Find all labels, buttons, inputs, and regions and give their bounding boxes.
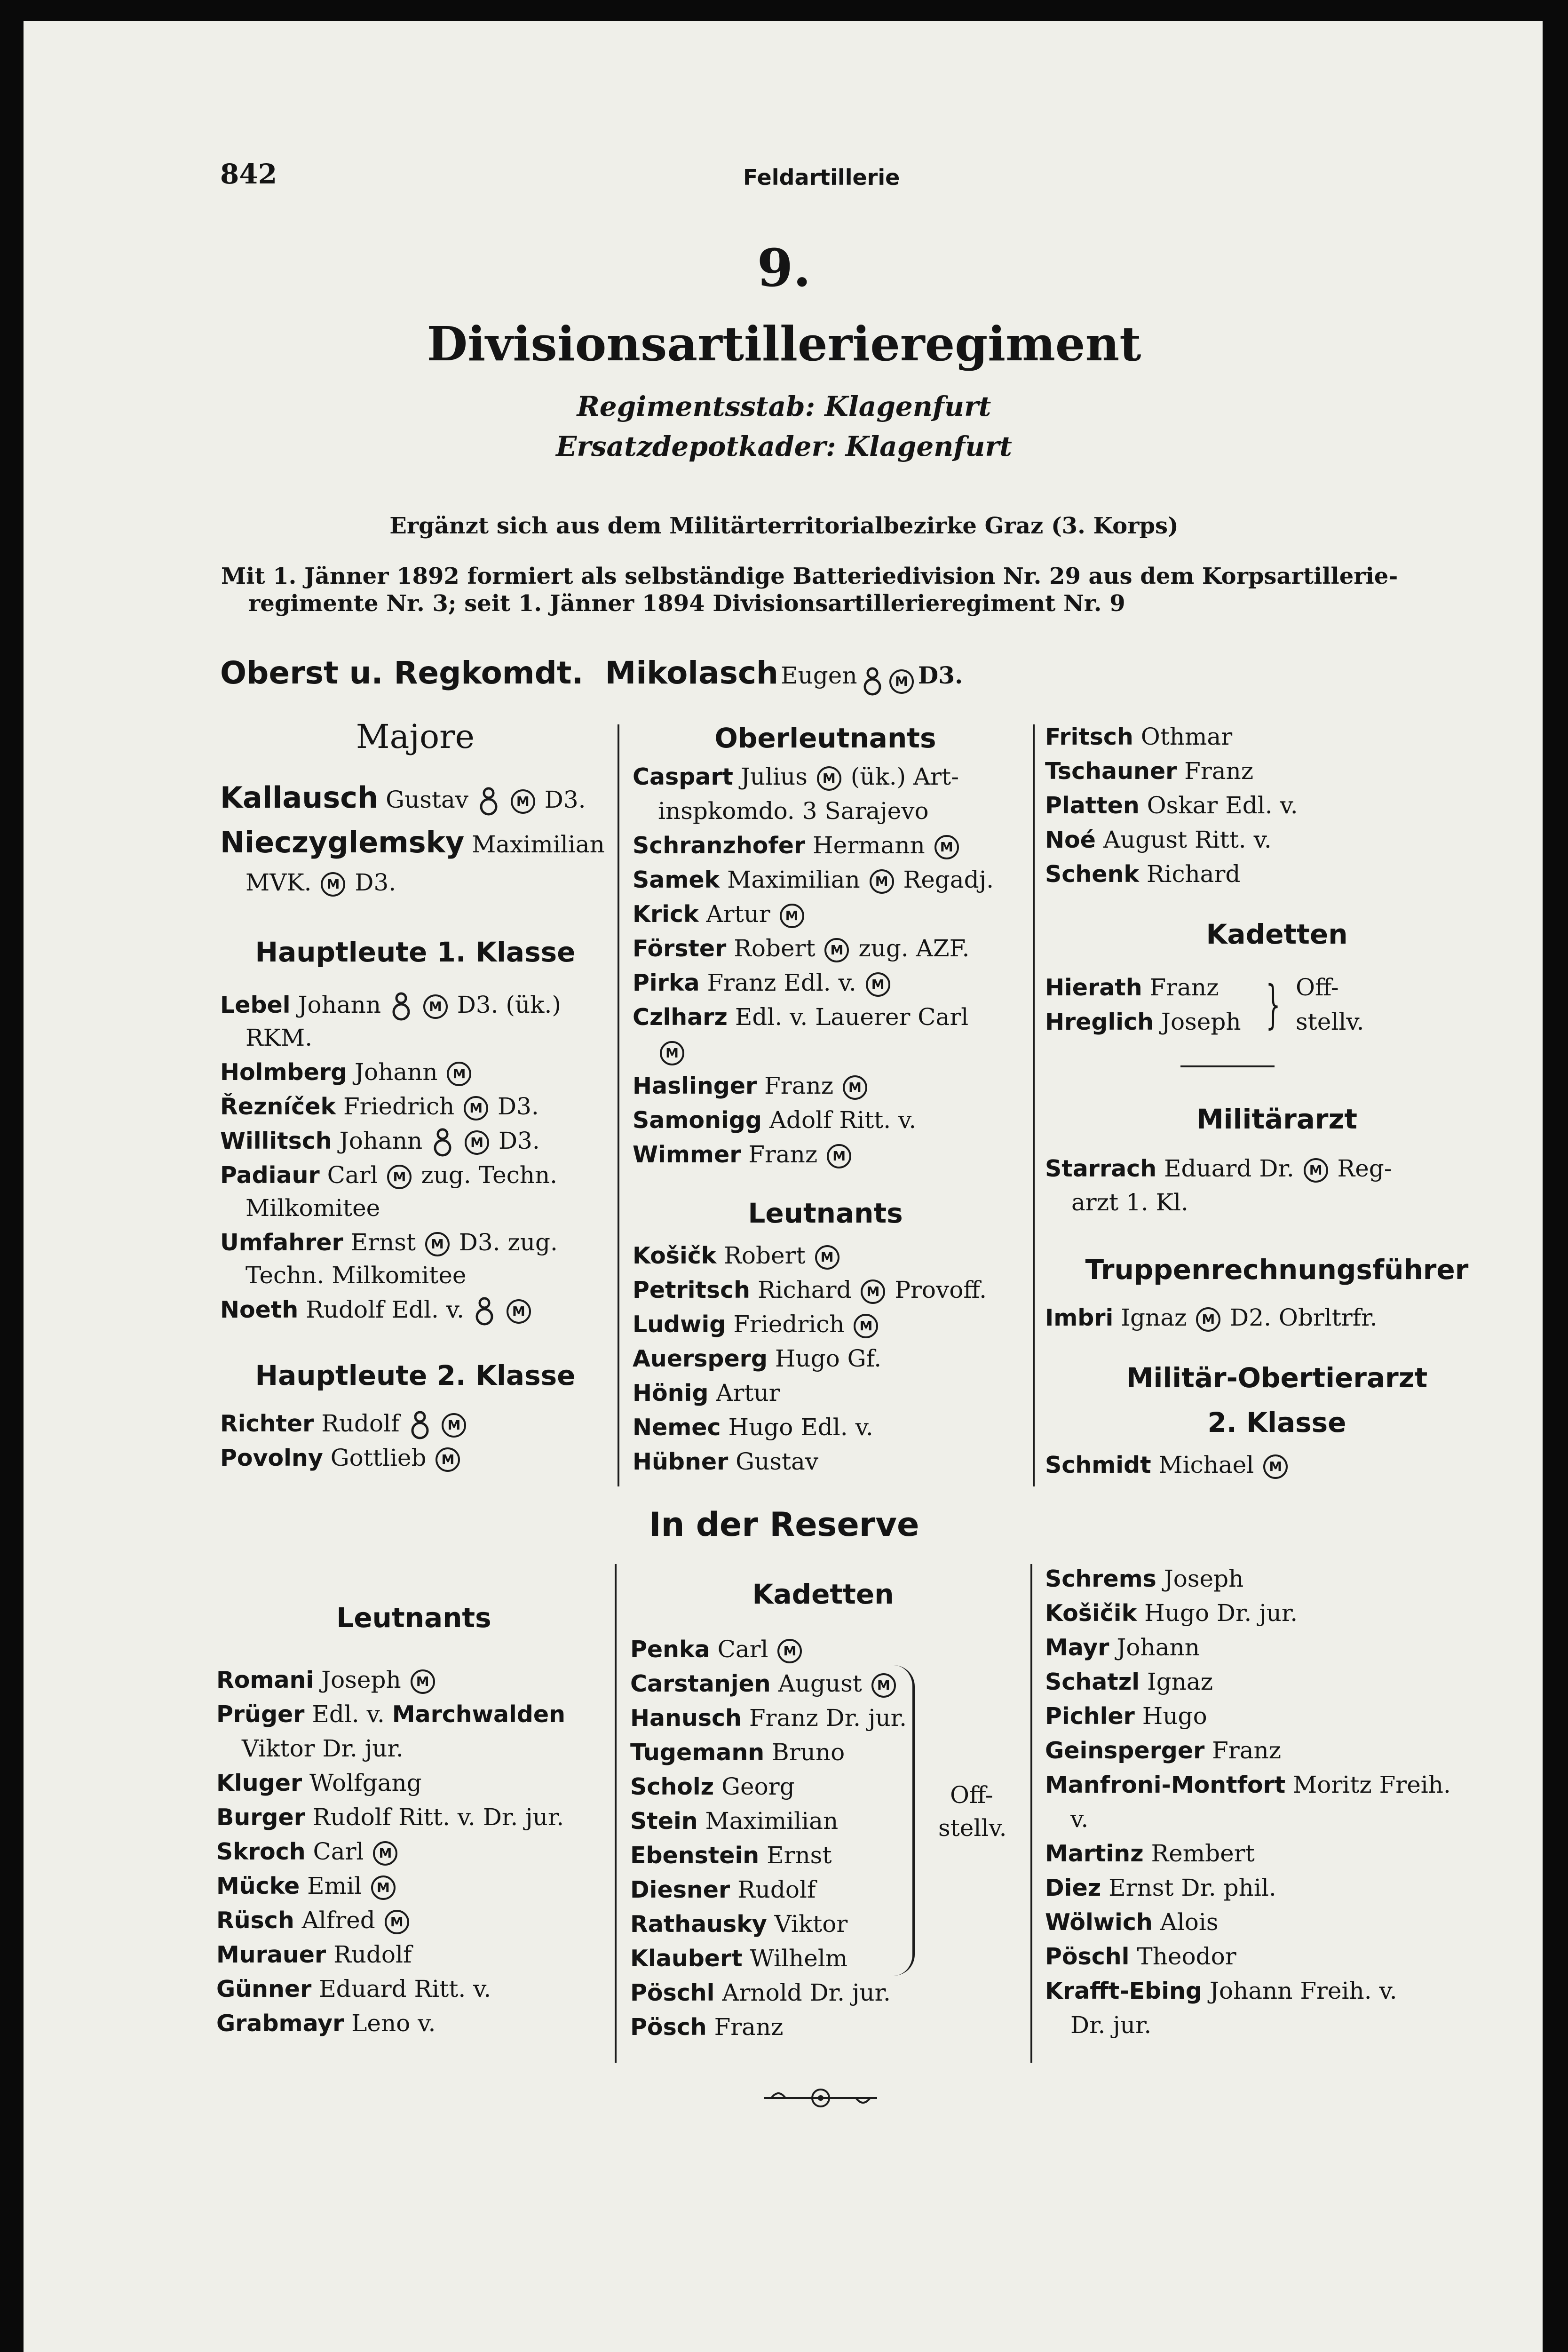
list-item xyxy=(216,1938,412,1972)
entry-text: Carl xyxy=(313,1838,364,1865)
military-merit-ring-icon: M xyxy=(870,869,894,894)
surname: Diesner xyxy=(630,1876,730,1903)
entry-text: Artur xyxy=(716,1379,780,1406)
list-item xyxy=(630,1701,907,1735)
entry-text: Edl. v. Lauerer Carl xyxy=(735,1003,969,1031)
military-merit-ring-icon: M xyxy=(780,904,804,928)
list-item xyxy=(630,1632,804,1667)
entry-text: Gustav xyxy=(736,1448,819,1475)
military-merit-ring-icon: M xyxy=(507,1299,531,1324)
list-item xyxy=(633,1103,916,1137)
list-item xyxy=(633,1069,869,1103)
surname: Krafft-Ebing xyxy=(1045,1978,1202,2004)
military-merit-ring-icon: M xyxy=(1263,1454,1288,1479)
list-item xyxy=(216,1663,437,1697)
surname: Czlharz xyxy=(633,1004,728,1031)
military-merit-ring-icon: M xyxy=(866,972,890,997)
surname: Hanusch xyxy=(630,1705,742,1732)
entry-hierath: Hierath Franz xyxy=(1045,974,1219,1001)
entry-schmidt: Schmidt Michael M xyxy=(1045,1448,1290,1482)
list-item xyxy=(630,1873,816,1907)
list-item xyxy=(633,760,959,794)
entry-text: Arnold Dr. jur. xyxy=(722,1979,891,2006)
column-rule xyxy=(618,724,619,1486)
entry-text: Maximilian xyxy=(705,1807,839,1835)
list-item xyxy=(633,1410,873,1445)
page-number: 842 xyxy=(220,158,277,190)
list-item xyxy=(630,1838,832,1873)
surname: Samek xyxy=(633,866,720,893)
list-item xyxy=(633,863,994,897)
entry-text: Franz Dr. jur. xyxy=(749,1704,907,1732)
surname: Mücke xyxy=(216,1873,300,1899)
entry-text: Wolfgang xyxy=(309,1769,422,1796)
entry-suffix: zug. AZF. xyxy=(858,935,970,962)
list-item xyxy=(633,1445,818,1479)
entry-text: August Ritt. v. xyxy=(1103,826,1272,853)
heading-militaerarzt: Militärarzt xyxy=(1196,1103,1358,1135)
entry-kallausch: Kallausch Gustav M D3. xyxy=(220,781,586,817)
surname: Tugemann xyxy=(630,1739,765,1766)
kadetten-note-2: stellv. xyxy=(1296,1008,1364,1035)
surname: Stein xyxy=(630,1808,698,1835)
military-merit-ring-icon: M xyxy=(1304,1158,1328,1183)
surname: Diez xyxy=(1045,1875,1101,1901)
list-item xyxy=(216,2006,436,2041)
entry-lebel-cont: RKM. xyxy=(245,1024,313,1051)
entry-text: Bruno xyxy=(772,1739,845,1766)
military-merit-ring-icon: M xyxy=(817,766,841,791)
surname: Günner xyxy=(216,1976,312,2002)
list-item xyxy=(633,1342,881,1376)
entry-povolny: Povolny Gottlieb M xyxy=(220,1441,462,1475)
surname: Rüsch xyxy=(216,1907,294,1934)
entry-text: Franz xyxy=(1212,1737,1282,1764)
entry-umfahrer: Umfahrer Ernst M D3. zug. xyxy=(220,1229,558,1256)
surname: Krick xyxy=(633,901,699,928)
military-merit-ring-icon: M xyxy=(889,669,914,694)
entry-padiaur: Padiaur Carl M zug. Techn. xyxy=(220,1161,558,1189)
surname: Fritsch xyxy=(1045,723,1133,750)
surname: Klaubert xyxy=(630,1945,743,1972)
surname: Hönig xyxy=(633,1380,709,1406)
list-item xyxy=(633,1239,841,1273)
commander-surname: Mikolasch xyxy=(605,655,778,691)
list-item xyxy=(633,828,961,863)
list-item xyxy=(633,1376,780,1410)
entry-nieczyglemsky: Nieczyglemsky Maximilian xyxy=(220,825,605,859)
military-merit-ring-icon: M xyxy=(934,835,959,859)
entry-lebel: Lebel Johann M D3. (ük.) xyxy=(220,988,561,1022)
section-divider xyxy=(1180,1065,1275,1067)
list-item-cont: Viktor Dr. jur. xyxy=(242,1735,404,1762)
military-merit-ring-icon: M xyxy=(423,994,448,1019)
list-item xyxy=(216,1697,565,1732)
entry-text: Franz xyxy=(748,1141,818,1168)
commander-line xyxy=(220,655,963,697)
depot-line: Ersatzdepotkader: Klagenfurt xyxy=(556,430,1012,462)
entry-text: Richard xyxy=(1146,860,1241,888)
military-merit-ring-icon: M xyxy=(373,1841,397,1866)
reserve-kad-note-1: Off- xyxy=(950,1781,993,1809)
surname: Marchwalden xyxy=(392,1701,565,1728)
list-item xyxy=(1045,1665,1213,1699)
entry-text: Eduard Ritt. v. xyxy=(319,1975,491,2002)
commander-rank: Oberst u. Regkomdt. xyxy=(220,655,584,691)
surname: Pirka xyxy=(633,969,700,996)
surname: Rathausky xyxy=(630,1911,767,1938)
list-item xyxy=(630,1907,847,1941)
military-merit-ring-icon: M xyxy=(871,1673,896,1698)
list-item xyxy=(630,2010,784,2044)
military-merit-ring-icon: M xyxy=(827,1144,851,1168)
list-item xyxy=(1045,1871,1276,1905)
military-merit-ring-icon: M xyxy=(854,1314,878,1338)
entry-text: Oskar Edl. v. xyxy=(1147,792,1298,819)
entry-holmberg: Holmberg Johann M xyxy=(220,1055,473,1089)
heading-hauptleute-2: Hauptleute 2. Klasse xyxy=(255,1359,576,1391)
entry-text: Franz Edl. v. xyxy=(707,969,856,996)
entry-suffix: Provoff. xyxy=(895,1276,987,1303)
list-item xyxy=(1045,1562,1243,1596)
medal-icon xyxy=(433,1128,452,1158)
military-merit-ring-icon: M xyxy=(815,1245,839,1270)
surname: Martinz xyxy=(1045,1840,1144,1867)
entry-text: Franz xyxy=(1184,757,1254,785)
surname: Pösch xyxy=(630,2014,707,2041)
entry-text: Rudolf xyxy=(737,1876,816,1903)
list-item xyxy=(1045,1596,1298,1630)
surname: Petritsch xyxy=(633,1277,751,1303)
medal-icon xyxy=(475,1296,494,1327)
heading-reserve-leutnants: Leutnants xyxy=(336,1602,491,1634)
list-item xyxy=(1045,754,1253,788)
column-rule xyxy=(615,1564,617,2063)
entry-text: Artur xyxy=(706,900,770,928)
military-merit-ring-icon: M xyxy=(411,1669,435,1694)
surname: Pichler xyxy=(1045,1703,1135,1730)
military-merit-ring-icon: M xyxy=(442,1413,466,1438)
list-item xyxy=(633,1307,880,1342)
surname: Wölwich xyxy=(1045,1909,1153,1936)
surname: Kluger xyxy=(216,1770,302,1796)
heading-militaer-obertierarzt-class: 2. Klasse xyxy=(1207,1406,1346,1438)
list-item xyxy=(1045,1768,1451,1802)
list-item xyxy=(1045,1630,1200,1665)
list-item xyxy=(216,1972,491,2006)
surname: Ebenstein xyxy=(630,1842,760,1869)
heading-reserve: In der Reserve xyxy=(649,1505,919,1544)
entry-reznicek: Řezníček Friedrich M D3. xyxy=(220,1093,539,1120)
list-item xyxy=(633,966,892,1000)
list-item xyxy=(1045,823,1272,857)
military-merit-ring-icon: M xyxy=(465,1130,489,1155)
list-item-cont: inspkomdo. 3 Sarajevo xyxy=(658,797,929,825)
ornament-icon xyxy=(762,2084,879,2112)
entry-text: Franz xyxy=(764,1072,834,1099)
kadetten-note-1: Off- xyxy=(1296,974,1339,1001)
heading-truppenrechnungsfuehrer: Truppenrechnungsführer xyxy=(1085,1254,1469,1286)
surname: Prüger xyxy=(216,1701,305,1728)
surname: Hübner xyxy=(633,1448,729,1475)
brace xyxy=(894,1665,915,1976)
heading-hauptleute-1: Hauptleute 1. Klasse xyxy=(255,936,576,968)
entry-text: Joseph xyxy=(321,1666,401,1693)
surname: Pöschl xyxy=(630,1979,715,2006)
list-item xyxy=(633,931,969,966)
heading-leutnants: Leutnants xyxy=(748,1197,903,1229)
entry-text: Rudolf xyxy=(333,1941,412,1968)
surname: Schrems xyxy=(1045,1565,1156,1592)
surname: Wimmer xyxy=(633,1141,741,1168)
entry-umfahrer-cont: Techn. Milkomitee xyxy=(245,1262,467,1289)
surname: Scholz xyxy=(630,1773,714,1800)
entry-text: Adolf Ritt. v. xyxy=(769,1106,917,1134)
list-item xyxy=(1045,1939,1236,1974)
entry-text: Johann Freih. v. xyxy=(1209,1977,1397,2004)
surname: Ludwig xyxy=(633,1311,726,1338)
entry-nieczyglemsky-cont: MVK. M D3. xyxy=(245,869,396,896)
medal-icon xyxy=(863,667,882,697)
list-item-cont: v. xyxy=(1070,1805,1089,1833)
supplement-line: Ergänzt sich aus dem Militärterritorialbezirke Graz (3. Korps) xyxy=(389,513,1179,539)
column-rule xyxy=(1033,724,1035,1486)
entry-text: Rudolf Ritt. v. Dr. jur. xyxy=(312,1804,564,1831)
entry-text: Georg xyxy=(721,1773,795,1800)
military-merit-ring-icon: M xyxy=(447,1062,471,1086)
list-item xyxy=(633,1273,987,1307)
surname: Manfroni-Montfort xyxy=(1045,1772,1286,1798)
military-merit-ring-icon: M xyxy=(371,1875,396,1900)
staff-line: Regimentsstab: Klagenfurt xyxy=(577,390,991,422)
surname: Mayr xyxy=(1045,1634,1109,1661)
entry-richter: Richter Rudolf M xyxy=(220,1406,468,1441)
list-item xyxy=(1045,1905,1219,1939)
heading-oberleutnants: Oberleutnants xyxy=(714,722,936,754)
surname: Pöschl xyxy=(1045,1943,1130,1970)
surname: Förster xyxy=(633,935,727,962)
entry-text: Moritz Freih. xyxy=(1293,1771,1451,1798)
entry-text: Leno v. xyxy=(351,2010,436,2037)
entry-noeth: Noeth Rudolf Edl. v. M xyxy=(220,1293,533,1327)
list-item xyxy=(630,1770,795,1804)
entry-text: Edl. v. xyxy=(312,1700,385,1728)
surname: Skroch xyxy=(216,1838,306,1865)
military-merit-ring-icon: M xyxy=(321,872,345,897)
entry-hreglich: Hreglich Joseph xyxy=(1045,1008,1241,1035)
entry-text: Ignaz xyxy=(1147,1668,1213,1695)
entry-text: Viktor xyxy=(774,1910,848,1938)
surname: Noé xyxy=(1045,826,1096,853)
list-item xyxy=(216,1835,399,1869)
military-merit-ring-icon: M xyxy=(1196,1307,1220,1332)
column-rule xyxy=(1030,1564,1032,2063)
entry-text: Theodor xyxy=(1137,1943,1236,1970)
entry-text: August xyxy=(778,1670,862,1697)
list-item xyxy=(216,1766,422,1800)
heading-militaer-obertierarzt: Militär-Obertierarzt xyxy=(1126,1362,1428,1394)
list-item xyxy=(1045,788,1298,823)
entry-text: Ernst Dr. phil. xyxy=(1109,1874,1276,1901)
military-merit-ring-icon: M xyxy=(387,1165,412,1189)
military-merit-ring-icon: M xyxy=(843,1075,867,1100)
entry-text: Franz xyxy=(714,2013,784,2041)
entry-text: Hugo Dr. jur. xyxy=(1144,1599,1298,1627)
surname: Murauer xyxy=(216,1941,326,1968)
list-item-cont xyxy=(658,1034,686,1068)
heading-kadetten: Kadetten xyxy=(1206,918,1348,950)
heading-reserve-kadetten: Kadetten xyxy=(752,1578,894,1610)
entry-text: Hugo Gf. xyxy=(775,1345,882,1372)
surname: Schranzhofer xyxy=(633,832,806,859)
medal-icon xyxy=(391,992,411,1022)
surname: Košičk xyxy=(633,1242,717,1269)
brace: } xyxy=(1266,974,1281,1034)
entry-starrach-cont: arzt 1. Kl. xyxy=(1071,1189,1188,1216)
surname: Samonigg xyxy=(633,1107,762,1134)
list-item xyxy=(630,1976,891,2010)
entry-text: Rembert xyxy=(1151,1840,1255,1867)
surname: Košičik xyxy=(1045,1600,1137,1627)
surname: Geinsperger xyxy=(1045,1737,1205,1764)
surname: Tschauner xyxy=(1045,758,1177,785)
entry-text: Ernst xyxy=(767,1842,832,1869)
surname: Burger xyxy=(216,1804,305,1831)
military-merit-ring-icon: M xyxy=(824,938,849,962)
commander-suffix: D3. xyxy=(918,661,963,689)
military-merit-ring-icon: M xyxy=(385,1910,409,1934)
reserve-kad-note-2: stellv. xyxy=(938,1814,1007,1842)
entry-text: Julius xyxy=(740,763,808,790)
military-merit-ring-icon: M xyxy=(861,1279,885,1304)
list-item xyxy=(630,1735,845,1770)
list-item xyxy=(633,897,806,931)
list-item xyxy=(633,1137,853,1172)
list-item xyxy=(216,1800,564,1835)
history-line-2: regimente Nr. 3; seit 1. Jänner 1894 Divisionsartillerieregiment Nr. 9 xyxy=(248,590,1125,617)
surname: Nemec xyxy=(633,1414,721,1441)
entry-text: Alois xyxy=(1160,1908,1219,1936)
entry-text: Hugo xyxy=(1142,1702,1207,1730)
surname: Caspart xyxy=(633,763,733,790)
list-item xyxy=(216,1869,397,1903)
regiment-name: Divisionsartillerieregiment xyxy=(427,316,1141,372)
list-item xyxy=(1045,1974,1397,2008)
list-item xyxy=(630,1804,838,1838)
entry-text: Robert xyxy=(734,935,816,962)
entry-suffix: (ük.) Art- xyxy=(850,763,959,790)
surname: Haslinger xyxy=(633,1073,757,1099)
entry-text: Friedrich xyxy=(733,1311,845,1338)
list-item xyxy=(1045,1699,1207,1733)
heading-majore: Majore xyxy=(356,717,475,756)
entry-text: Alfred xyxy=(301,1907,375,1934)
entry-text: Othmar xyxy=(1140,723,1233,750)
running-title: Feldartillerie xyxy=(743,165,900,190)
military-merit-ring-icon: M xyxy=(777,1639,802,1663)
medal-icon xyxy=(410,1410,430,1440)
entry-imbri: Imbri Ignaz M D2. Obrltrfr. xyxy=(1045,1304,1378,1331)
entry-text: Joseph xyxy=(1164,1565,1244,1592)
surname: Schenk xyxy=(1045,861,1139,888)
entry-text: Hermann xyxy=(813,832,925,859)
entry-text: Maximilian xyxy=(727,866,860,893)
commander-given: Eugen xyxy=(781,662,857,689)
history-line-1: Mit 1. Jänner 1892 formiert als selbständige Batteriedivision Nr. 29 aus dem Korpsartillerie- xyxy=(221,563,1398,589)
list-item xyxy=(216,1903,411,1938)
regiment-number: 9. xyxy=(757,238,811,298)
entry-text: Carl xyxy=(717,1636,768,1663)
list-item-cont: Dr. jur. xyxy=(1070,2011,1152,2039)
entry-text: Wilhelm xyxy=(750,1945,848,1972)
military-merit-ring-icon: M xyxy=(660,1041,684,1065)
list-item xyxy=(630,1667,898,1701)
entry-text: Emil xyxy=(307,1872,362,1899)
surname: Grabmayr xyxy=(216,2010,344,2037)
list-item xyxy=(630,1941,847,1976)
military-merit-ring-icon: M xyxy=(464,1096,488,1120)
list-item xyxy=(633,1000,968,1034)
military-merit-ring-icon: M xyxy=(436,1447,460,1472)
medal-icon xyxy=(479,787,499,817)
surname: Platten xyxy=(1045,792,1140,819)
entry-text: Richard xyxy=(757,1276,852,1303)
entry-text: Johann xyxy=(1117,1634,1200,1661)
surname: Auersperg xyxy=(633,1345,768,1372)
surname: Romani xyxy=(216,1667,314,1693)
entry-starrach: Starrach Eduard Dr. M Reg- xyxy=(1045,1155,1392,1182)
entry-willitsch: Willitsch Johann M D3. xyxy=(220,1124,540,1158)
list-item xyxy=(1045,720,1232,754)
military-merit-ring-icon: M xyxy=(425,1232,450,1256)
list-item xyxy=(1045,1733,1281,1768)
entry-padiaur-cont: Milkomitee xyxy=(245,1194,380,1222)
entry-text: Hugo Edl. v. xyxy=(728,1414,873,1441)
military-merit-ring-icon: M xyxy=(511,789,535,814)
list-item xyxy=(1045,857,1240,891)
entry-text: Robert xyxy=(724,1242,806,1269)
list-item xyxy=(1045,1836,1255,1871)
entry-suffix: Regadj. xyxy=(903,866,994,893)
surname: Penka xyxy=(630,1636,710,1663)
surname: Schatzl xyxy=(1045,1669,1140,1695)
surname: Carstanjen xyxy=(630,1670,771,1697)
